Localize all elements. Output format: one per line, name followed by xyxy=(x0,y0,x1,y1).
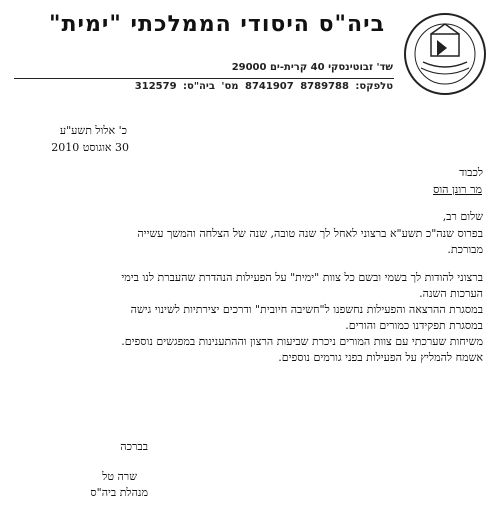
hebrew-date: כ' אלול תשע"ע xyxy=(59,124,127,137)
school-logo xyxy=(401,10,489,98)
paragraph-2-line-6: אשמח להמליץ על הפעילות בפני גורמים נוספים. xyxy=(278,351,483,364)
signer-name: שרה טל xyxy=(102,470,137,483)
school-address: שד' זבוטינסקי 40 קרית-ים 29000 xyxy=(231,62,393,73)
greeting: שלום רב, xyxy=(442,210,483,223)
paragraph-2-line-3: במסגרת ההרצאה והפעילות נחשפנו ל"חשיבה חיובית" ודרכים יצירתיות לשינוי גישה xyxy=(130,303,483,316)
signer-title: מנהלת ביה"ס xyxy=(90,486,148,499)
school-phones: טלפקס: 8789788 8741907 מס' ביה"ס: 312579 xyxy=(134,81,393,92)
school-name: ביה"ס היסודי הממלכתי "ימית" xyxy=(49,12,385,37)
letterhead-divider xyxy=(14,78,394,79)
paragraph-2-line-4: במסגרת תפקידנו כמורים והורים. xyxy=(345,319,483,332)
paragraph-2-line-1: ברצוני להודות לך בשמי ובשם כל צוות "ימית" על הפעילות הנהדרת שהעברת לנו בימי xyxy=(121,271,483,284)
recipient-name: מר רונן הוס xyxy=(433,183,482,196)
paragraph-1-line-2: מבורכת. xyxy=(447,243,483,256)
closing-regards: בברכה xyxy=(120,440,148,453)
paragraph-2-line-2: הערכות השנה. xyxy=(419,287,483,300)
paragraph-2-line-5: משיחות שערכתי עם צוות המורים ניכרת שביעות הרצון וההתענינות במפגשים נוספים. xyxy=(121,335,483,348)
paragraph-1-line-1: בפרוס שנה"כ תשע"א ברצוני לאחל לך שנה טובה, שנה של הצלחה והמשך עשייה xyxy=(137,227,483,240)
gregorian-date: 30 אוגוסט 2010 xyxy=(51,141,129,154)
recipient-to: לכבוד xyxy=(459,166,483,179)
